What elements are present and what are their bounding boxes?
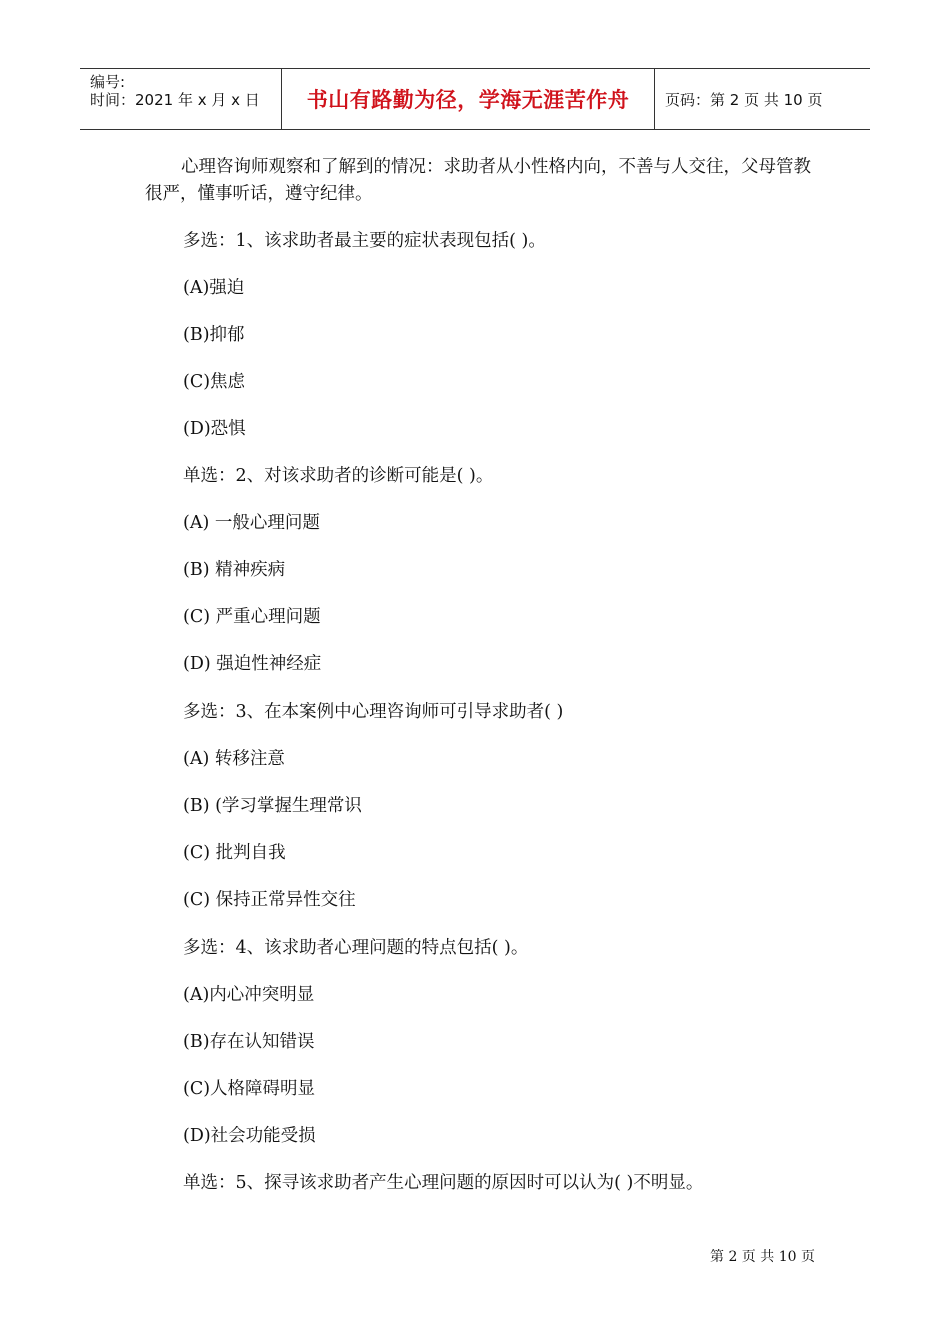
option-line: (B) (学习掌握生理常识 xyxy=(183,796,362,816)
question-4: 多选：4、该求助者心理问题的特点包括( )。 xyxy=(183,938,529,958)
document-body xyxy=(145,154,815,208)
option-line: (A) 转移注意 xyxy=(183,749,285,769)
option-line: (B)存在认知错误 xyxy=(183,1032,315,1052)
question-5: 单选：5、探寻该求助者产生心理问题的原因时可以认为( )不明显。 xyxy=(183,1173,704,1193)
question-2: 单选：2、对该求助者的诊断可能是( )。 xyxy=(183,466,494,486)
page-footer: 第 2 页 共 10 页 xyxy=(710,1249,815,1265)
option-line: (D) 强迫性神经症 xyxy=(183,654,322,674)
time-label: 时间：2021 年 x 月 x 日 xyxy=(90,91,260,109)
number-label: 编号: xyxy=(90,73,126,91)
option-line: (A) 一般心理问题 xyxy=(183,513,320,533)
question-3: 多选：3、在本案例中心理咨询师可引导求助者( ) xyxy=(183,702,564,722)
page-header xyxy=(80,68,870,130)
intro-paragraph: 心理咨询师观察和了解到的情况：求助者从小性格内向，不善与人交往，父母管教很严，懂事听话，遵守纪律。 xyxy=(145,157,811,204)
option-line: (A)内心冲突明显 xyxy=(183,985,315,1005)
option-line: (D)社会功能受损 xyxy=(183,1126,316,1146)
option-line: (C) 严重心理问题 xyxy=(183,607,321,627)
option-line: (C)人格障碍明显 xyxy=(183,1079,316,1099)
option-line: (B) 精神疾病 xyxy=(183,560,286,580)
option-line: (C) 保持正常异性交往 xyxy=(183,890,356,910)
header-motto: 书山有路勤为径，学海无涯苦作舟 xyxy=(282,69,655,129)
option-line: (B)抑郁 xyxy=(183,325,245,345)
option-line: (D)恐惧 xyxy=(183,419,246,439)
question-1: 多选：1、该求助者最主要的症状表现包括( )。 xyxy=(183,231,546,251)
header-page-info: 页码：第 2 页 共 10 页 xyxy=(665,90,823,109)
option-line: (C)焦虑 xyxy=(183,372,246,392)
header-meta xyxy=(80,69,282,129)
option-line: (A)强迫 xyxy=(183,278,245,298)
option-line: (C) 批判自我 xyxy=(183,843,286,863)
